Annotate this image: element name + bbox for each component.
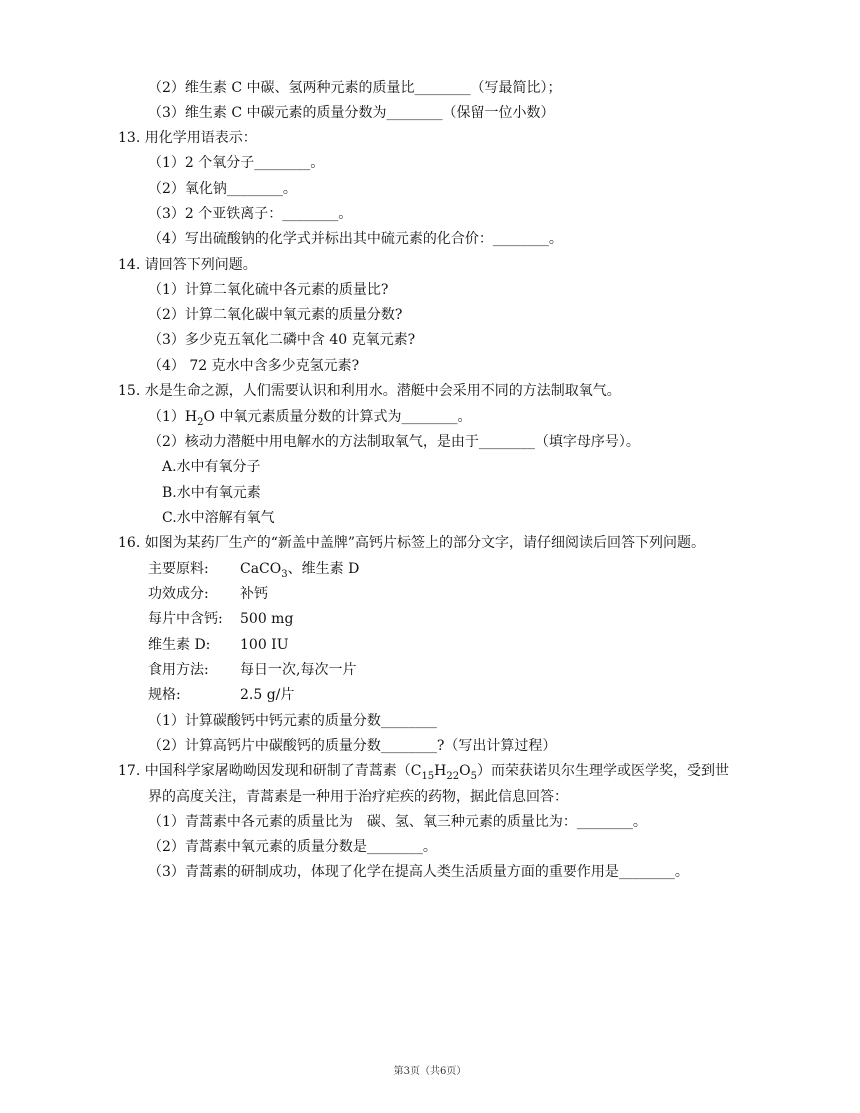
q15-sub1 xyxy=(148,407,471,427)
label-key-ingredients: 主要原料: xyxy=(148,561,209,577)
q17-stem-suffix: ）而荣获诺贝尔生理学或医学奖，受到世 xyxy=(476,763,729,779)
q17-stem-line1 xyxy=(118,761,729,781)
label-value-usage: 每日一次,每次一片 xyxy=(240,662,357,678)
label-value-ingredients xyxy=(240,559,359,579)
artemisinin-h: H xyxy=(434,763,447,779)
q15-option-c: C.水中溶解有氧气 xyxy=(162,510,275,526)
label-value-vitamin-d: 100 IU xyxy=(240,637,289,653)
label-key-spec: 规格: xyxy=(148,687,181,703)
q15-option-b: B.水中有氧元素 xyxy=(162,485,261,501)
label-key-vitamin-d: 维生素 D: xyxy=(148,637,211,653)
page-number: 第3页（共6页） xyxy=(393,1066,467,1077)
water-formula-h: H xyxy=(184,409,198,425)
q17-sub1: （1）青蒿素中各元素的质量比为 碳、氢、氧三种元素的质量比为：________。 xyxy=(148,814,647,830)
q15-sub2: （2）核动力潜艇中用电解水的方法制取氧气，是由于________（填字母序号）。 xyxy=(148,434,640,450)
artemisinin-h-sub: 22 xyxy=(446,770,460,782)
q17-sub2: （2）青蒿素中氧元素的质量分数是________。 xyxy=(148,839,437,855)
label-key-calcium: 每片中含钙: xyxy=(148,611,223,627)
label-value-ingredients-main: CaCO xyxy=(240,561,282,577)
water-formula-o: O xyxy=(203,409,215,425)
label-value-effect: 补钙 xyxy=(240,586,268,602)
q14-sub4: （4） 72 克水中含多少克氢元素? xyxy=(148,358,360,374)
q14-sub1: （1）计算二氧化硫中各元素的质量比? xyxy=(148,282,389,298)
q17-sub3: （3）青蒿素的研制成功，体现了化学在提高人类生活质量方面的重要作用是________。 xyxy=(148,864,689,880)
q17-stem-prefix: 17. 中国科学家屠呦呦因发现和研制了青蒿素（C xyxy=(118,763,422,779)
q12-sub2: （2）维生素 C 中碳、氢两种元素的质量比________（写最简比）； xyxy=(148,80,562,96)
label-value-calcium: 500 mg xyxy=(240,611,294,627)
label-value-ingredients-tail: 、维生素 D xyxy=(287,561,360,577)
q13-sub1: （1）2 个氧分子________。 xyxy=(148,155,325,171)
label-value-ingredients-sub: 3 xyxy=(281,568,288,580)
q14-sub2: （2）计算二氧化碳中氧元素的质量分数? xyxy=(148,307,403,323)
q15-sub1-prefix: （1） xyxy=(148,409,185,425)
q12-sub3: （3）维生素 C 中碳元素的质量分数为________（保留一位小数） xyxy=(148,105,555,121)
q15-stem: 15. 水是生命之源，人们需要认识和利用水。潜艇中会采用不同的方法制取氧气。 xyxy=(118,383,621,399)
label-key-effect: 功效成分: xyxy=(148,586,209,602)
q16-sub2: （2）计算高钙片中碳酸钙的质量分数________?（写出计算过程） xyxy=(148,738,557,754)
label-value-spec: 2.5 g/片 xyxy=(240,687,295,703)
artemisinin-o: O xyxy=(459,763,471,779)
water-formula-sub: 2 xyxy=(197,416,204,428)
q15-option-a: A.水中有氧分子 xyxy=(162,459,261,475)
q16-stem: 16. 如图为某药厂生产的“新盖中盖牌”高钙片标签上的部分文字，请仔细阅读后回答下列问题。 xyxy=(118,535,706,551)
q14-sub3: （3）多少克五氧化二磷中含 40 克氧元素? xyxy=(148,332,416,348)
artemisinin-o-sub: 5 xyxy=(470,770,477,782)
q16-sub1: （1）计算碳酸钙中钙元素的质量分数________ xyxy=(148,713,437,729)
q13-sub4: （4）写出硫酸钠的化学式并标出其中硫元素的化合价：________。 xyxy=(148,231,563,247)
artemisinin-c-sub: 15 xyxy=(421,770,435,782)
q14-stem: 14. 请回答下列问题。 xyxy=(118,257,257,273)
label-key-usage: 食用方法: xyxy=(148,662,209,678)
q13-stem: 13. 用化学用语表示： xyxy=(118,130,257,146)
q13-sub3: （3）2 个亚铁离子：________。 xyxy=(148,206,353,222)
q13-sub2: （2）氧化钠________。 xyxy=(148,181,297,197)
q15-sub1-suffix: 中氧元素质量分数的计算式为________。 xyxy=(215,409,472,425)
q17-stem-line2: 界的高度关注，青蒿素是一种用于治疗疟疾的药物，据此信息回答： xyxy=(148,789,568,805)
